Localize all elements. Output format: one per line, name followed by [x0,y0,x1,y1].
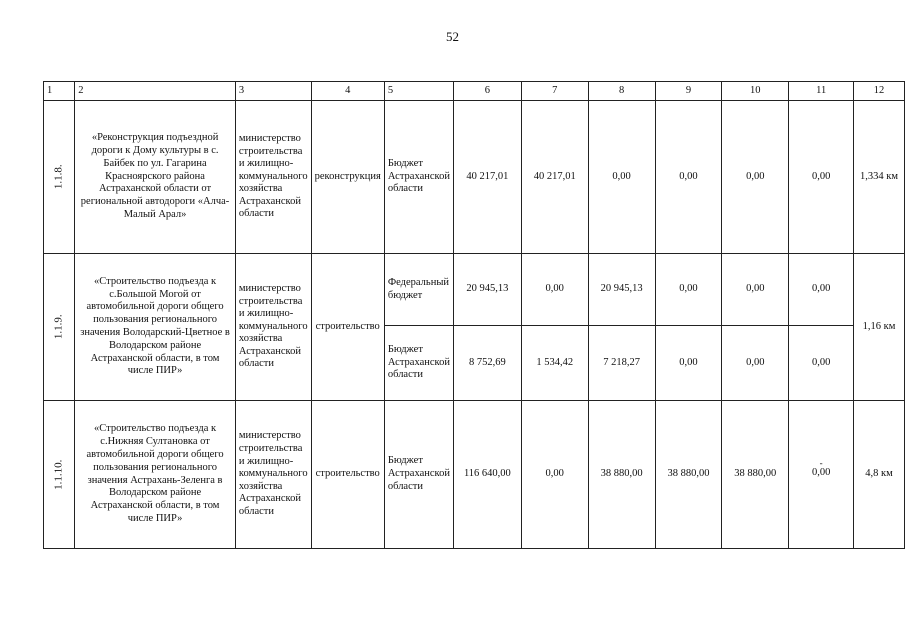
dash-mark: - [819,458,823,469]
amount-col11: 0,00 [789,101,854,254]
amount-col6: 8 752,69 [453,326,521,401]
amount-col11: 0,00 [789,254,854,326]
column-number-row [44,82,905,101]
amount-col10: 0,00 [722,326,789,401]
funding-table [43,81,905,549]
table-row [44,254,905,326]
page-number: 52 [446,29,459,44]
item-number: 1.1.8. [52,164,65,190]
item-number: 1.1.10. [52,459,65,490]
column-number: 11 [789,82,854,101]
amount-col10: 0,00 [722,254,789,326]
amount-col11: 0,00 [811,467,831,479]
item-number: 1.1.9. [52,314,65,340]
item-number-cell [44,254,75,401]
table-row [44,101,905,254]
amount-col6: 20 945,13 [453,254,521,326]
column-number: 4 [311,82,384,101]
funding-source: Бюджет Астраханской области [384,401,453,549]
amount-col11-cell [789,401,854,549]
column-number: 6 [453,82,521,101]
amount-col6: 40 217,01 [453,101,521,254]
project-name: «Реконструкция подъездной дороги к Дому культуры в с. Байбек по ул. Гагарина Красноярского района Астраханской области от региональной автодороги «Алча-Малый Арал» [75,101,236,254]
amount-col11: 0,00 [789,326,854,401]
amount-col8: 38 880,00 [588,401,655,549]
item-number-cell [44,401,75,549]
funding-source: Бюджет Астраханской области [384,326,453,401]
column-number: 7 [521,82,588,101]
amount-col9: 0,00 [655,254,722,326]
column-number: 12 [854,82,905,101]
responsible-organization: министерство строительства и жилищно-коммунального хозяйства Астраханской области [235,101,311,254]
work-type: строительство [311,401,384,549]
amount-col7: 0,00 [521,254,588,326]
amount-col7: 1 534,42 [521,326,588,401]
amount-col9: 38 880,00 [655,401,722,549]
amount-col7: 40 217,01 [521,101,588,254]
project-name: «Строительство подъезда к с.Нижняя Султановка от автомобильной дороги общего пользования регионального значения Астрахань-Зеленга в Володарском районе Астраханской области, в том числе ПИР» [75,401,236,549]
column-number: 3 [235,82,311,101]
table-row [44,401,905,549]
road-length: 1,334 км [854,101,905,254]
amount-col8: 7 218,27 [588,326,655,401]
column-number: 5 [384,82,453,101]
amount-col9: 0,00 [655,101,722,254]
road-length: 1,16 км [854,254,905,401]
responsible-organization: министерство строительства и жилищно-коммунального хозяйства Астраханской области [235,401,311,549]
amount-col8: 20 945,13 [588,254,655,326]
responsible-organization: министерство строительства и жилищно-коммунального хозяйства Астраханской области [235,254,311,401]
item-number-cell [44,101,75,254]
work-type: строительство [311,254,384,401]
amount-col10: 0,00 [722,101,789,254]
project-name: «Строительство подъезда к с.Большой Могой от автомобильной дороги общего пользования регионального значения Володарский-Цветное в Володарском районе Астраханской области, в том числе ПИР» [75,254,236,401]
column-number: 1 [44,82,75,101]
column-number: 9 [655,82,722,101]
column-number: 2 [75,82,236,101]
road-length: 4,8 км [854,401,905,549]
amount-col9: 0,00 [655,326,722,401]
funding-source: Федеральный бюджет [384,254,453,326]
amount-col10: 38 880,00 [722,401,789,549]
column-number: 8 [588,82,655,101]
funding-source: Бюджет Астраханской области [384,101,453,254]
amount-col8: 0,00 [588,101,655,254]
amount-col6: 116 640,00 [453,401,521,549]
amount-col7: 0,00 [521,401,588,549]
column-number: 10 [722,82,789,101]
work-type: реконструкция [311,101,384,254]
